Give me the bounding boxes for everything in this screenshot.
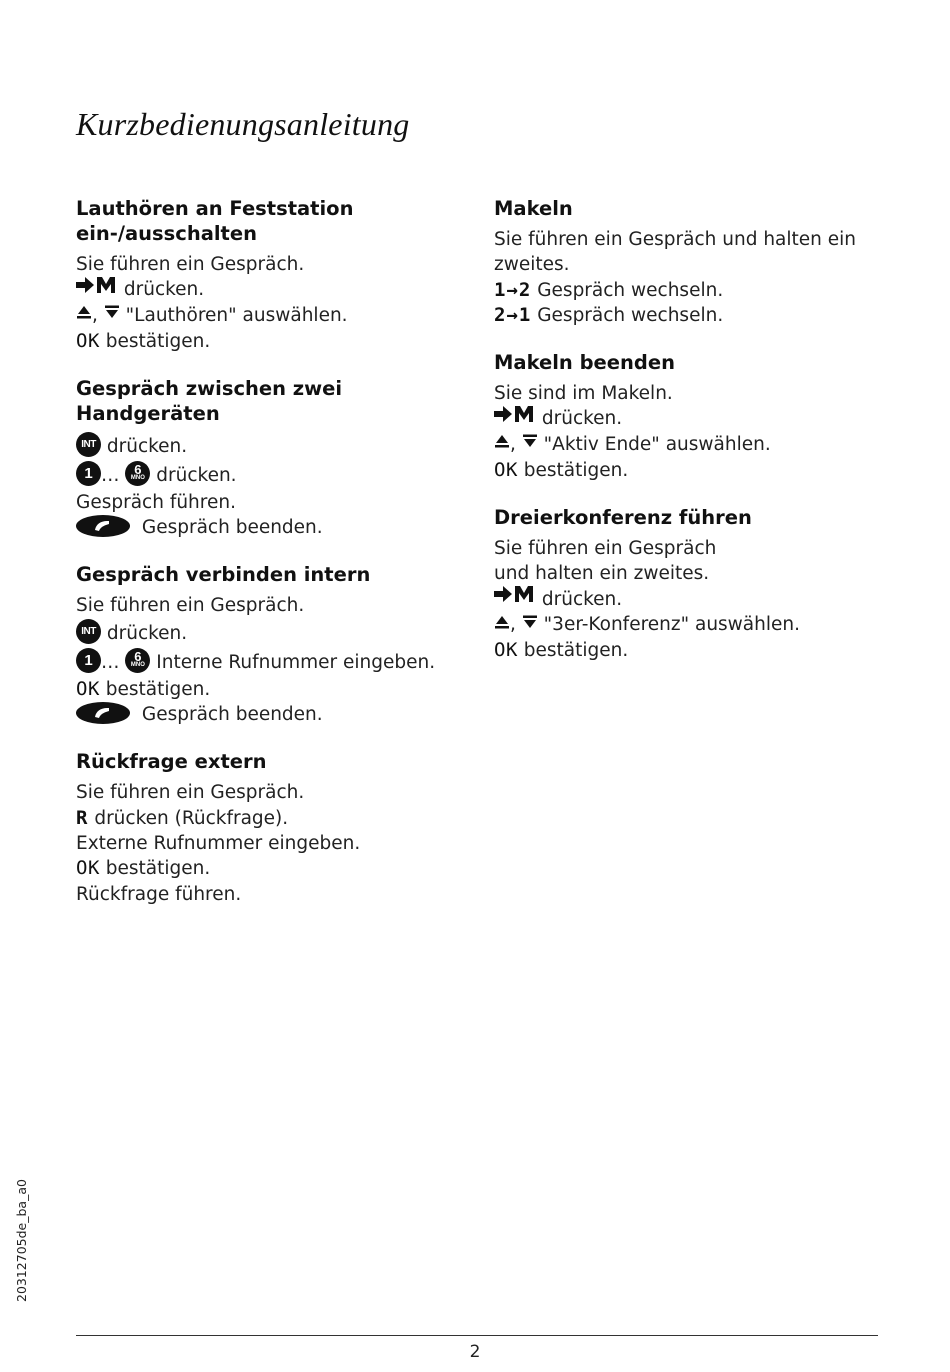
instruction-line [494, 278, 894, 303]
ok-key-icon: OK [494, 638, 518, 661]
right-column [494, 196, 894, 685]
page-title: Kurzbedienungsanleitung [76, 106, 410, 142]
instruction-text: bestätigen. [99, 678, 211, 700]
instruction-line [76, 303, 476, 329]
key-letters: MNO [130, 475, 145, 482]
section-gespraech-verbinden [76, 562, 476, 727]
instruction-line [494, 458, 894, 483]
instruction-line: Sie führen ein Gespräch. [76, 595, 305, 617]
ok-key-icon: OK [76, 329, 100, 352]
ellipsis: … [101, 651, 120, 673]
section-heading [76, 196, 476, 246]
footer-divider [76, 1335, 878, 1336]
instruction-text: drücken. [536, 588, 623, 610]
ok-key-icon: OK [494, 458, 518, 481]
r-key-icon: R [76, 806, 89, 829]
section-heading: Dreierkonferenz führen [494, 506, 752, 530]
ok-key-icon: OK [76, 857, 100, 880]
switch-1-2-icon: 1→2 [494, 278, 532, 301]
instruction-line: und halten ein zweites. [494, 563, 710, 585]
key-letters: MNO [130, 662, 145, 669]
instruction-line: Sie führen ein Gespräch und halten ein [494, 229, 857, 250]
instruction-line: Sie sind im Makeln. [494, 383, 673, 405]
instruction-text: "Aktiv Ende" auswählen. [537, 434, 771, 456]
instruction-line [494, 587, 894, 613]
key-digit: 6 [134, 649, 142, 665]
instruction-line [494, 638, 894, 663]
key-digit: 6 [134, 462, 142, 478]
instruction-line [76, 277, 476, 303]
instruction-line: Externe Rufnummer eingeben. [76, 832, 361, 854]
instruction-text: bestätigen. [99, 858, 211, 880]
section-heading: Rückfrage extern [76, 750, 267, 774]
heading-line: ein-/ausschalten [76, 222, 257, 245]
instruction-line: Sie führen ein Gespräch. [76, 254, 305, 275]
instruction-text: Interne Rufnummer eingeben. [150, 651, 436, 673]
instruction-line: zweites. [494, 254, 570, 276]
instruction-line [494, 303, 894, 328]
up-arrow-icon [76, 301, 92, 326]
separator: , [510, 614, 516, 636]
int-key-icon: INT [76, 432, 101, 457]
page-number: 2 [469, 1342, 481, 1362]
instruction-line: Sie führen ein Gespräch. [76, 782, 305, 804]
heading-line: Gespräch zwischen zwei [76, 376, 343, 400]
instruction-text: drücken (Rückfrage). [88, 807, 289, 829]
section-gespraech-zwischen [76, 376, 476, 541]
instruction-text: Gespräch beenden. [136, 704, 323, 726]
heading-line: Lauthören an Feststation [76, 197, 354, 220]
instruction-text: drücken. [118, 279, 205, 301]
section-makeln-beenden [494, 350, 894, 483]
heading-line: Handgeräten [76, 401, 220, 425]
instruction-line: Gespräch führen. [76, 491, 236, 513]
instruction-line: Rückfrage führen. [76, 883, 242, 905]
instruction-text: drücken. [150, 464, 237, 486]
instruction-line [76, 619, 476, 648]
section-heading [76, 376, 476, 426]
key-1-icon: 1 [76, 648, 101, 673]
key-6-icon [125, 461, 150, 486]
menu-key-icon [76, 276, 118, 301]
instruction-line [76, 329, 476, 354]
instruction-text: Gespräch wechseln. [531, 304, 724, 326]
menu-key-icon [494, 585, 536, 610]
ok-key-icon: OK [76, 677, 100, 700]
section-heading: Makeln [494, 197, 573, 220]
instruction-text: "3er-Konferenz" auswählen. [537, 614, 800, 636]
instruction-line [494, 612, 894, 638]
instruction-text: drücken. [101, 435, 188, 457]
instruction-text: bestätigen. [517, 459, 629, 481]
end-call-key-icon [76, 702, 130, 724]
separator: , [510, 434, 516, 456]
instruction-line [76, 856, 476, 881]
section-heading: Gespräch verbinden intern [76, 563, 371, 587]
ellipsis: … [101, 464, 120, 486]
switch-2-1-icon: 2→1 [494, 303, 532, 326]
separator: , [92, 304, 98, 326]
document-id: 20312705de_ba_a0 [14, 1179, 29, 1302]
key-1-icon: 1 [76, 461, 101, 486]
up-arrow-icon [494, 611, 510, 636]
section-lauthoeren [76, 196, 476, 354]
down-arrow-icon [104, 301, 120, 326]
section-dreierkonferenz [494, 505, 894, 663]
instruction-line [76, 515, 476, 540]
instruction-line [76, 432, 476, 461]
instruction-line [76, 702, 476, 727]
instruction-text: Gespräch beenden. [136, 517, 323, 539]
instruction-text: "Lauthören" auswählen. [119, 304, 348, 326]
down-arrow-icon [522, 611, 538, 636]
instruction-line [76, 677, 476, 702]
instruction-text: drücken. [101, 622, 188, 644]
key-6-icon [125, 648, 150, 673]
instruction-line [76, 461, 476, 490]
instruction-line [76, 648, 476, 677]
left-column [76, 196, 476, 929]
down-arrow-icon [522, 430, 538, 455]
section-heading: Makeln beenden [494, 351, 675, 375]
instruction-text: bestätigen. [517, 639, 629, 661]
menu-key-icon [494, 405, 536, 430]
int-key-icon: INT [76, 619, 101, 644]
instruction-text: drücken. [536, 408, 623, 430]
instruction-line [494, 406, 894, 432]
section-makeln [494, 196, 894, 328]
instruction-line [76, 806, 476, 831]
instruction-line [494, 432, 894, 458]
instruction-text: bestätigen. [99, 330, 211, 352]
instruction-line: Sie führen ein Gespräch [494, 538, 717, 560]
up-arrow-icon [494, 430, 510, 455]
instruction-text: Gespräch wechseln. [531, 279, 724, 301]
end-call-key-icon [76, 515, 130, 537]
section-rueckfrage [76, 749, 476, 906]
